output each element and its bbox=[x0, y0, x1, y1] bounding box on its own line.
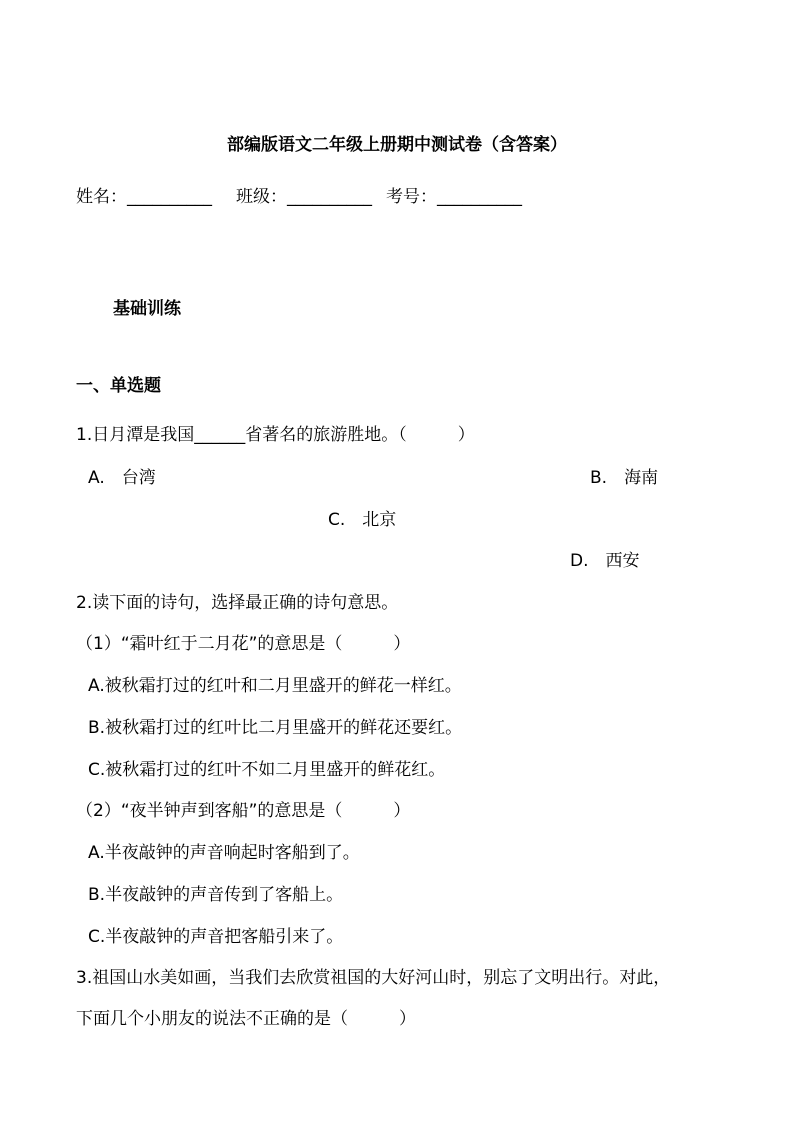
part-heading: 一、单选题 bbox=[76, 376, 161, 396]
question-1-stem: 1.日月潭是我国______省著名的旅游胜地。（ ） bbox=[76, 425, 475, 445]
question-2-sub2-stem: （2）“夜半钟声到客船”的意思是（ ） bbox=[76, 801, 411, 821]
exam-number-field: 考号：__________ bbox=[386, 187, 522, 207]
question-2-sub1-option-a: A.被秋霜打过的红叶和二月里盛开的鲜花一样红。 bbox=[88, 676, 462, 696]
question-2-sub2-option-b: B.半夜敲钟的声音传到了客船上。 bbox=[88, 885, 344, 905]
question-1-option-d: D. 西安 bbox=[570, 551, 640, 571]
question-1-option-b: B. 海南 bbox=[590, 468, 659, 488]
question-2-sub2-option-c: C.半夜敲钟的声音把客船引来了。 bbox=[88, 927, 344, 947]
question-2-sub1-stem: （1）“霜叶红于二月花”的意思是（ ） bbox=[76, 634, 411, 654]
class-field: 班级：__________ bbox=[236, 187, 372, 207]
question-2-sub1-option-c: C.被秋霜打过的红叶不如二月里盛开的鲜花红。 bbox=[88, 760, 446, 780]
question-2-sub1-option-b: B.被秋霜打过的红叶比二月里盛开的鲜花还要红。 bbox=[88, 718, 463, 738]
question-1-option-c: C. 北京 bbox=[328, 510, 397, 530]
name-field: 姓名：__________ bbox=[76, 187, 212, 207]
question-3-stem-line-2: 下面几个小朋友的说法不正确的是（ ） bbox=[76, 1009, 416, 1029]
question-2-sub2-option-a: A.半夜敲钟的声音响起时客船到了。 bbox=[88, 843, 360, 863]
question-3-stem-line-1: 3.祖国山水美如画，当我们去欣赏祖国的大好河山时，别忘了文明出行。对此， bbox=[76, 968, 671, 988]
question-1-option-a: A. 台湾 bbox=[88, 468, 156, 488]
question-2-stem: 2.读下面的诗句，选择最正确的诗句意思。 bbox=[76, 593, 399, 613]
exam-title: 部编版语文二年级上册期中测试卷（含答案） bbox=[227, 135, 567, 155]
section-heading: 基础训练 bbox=[113, 299, 181, 319]
